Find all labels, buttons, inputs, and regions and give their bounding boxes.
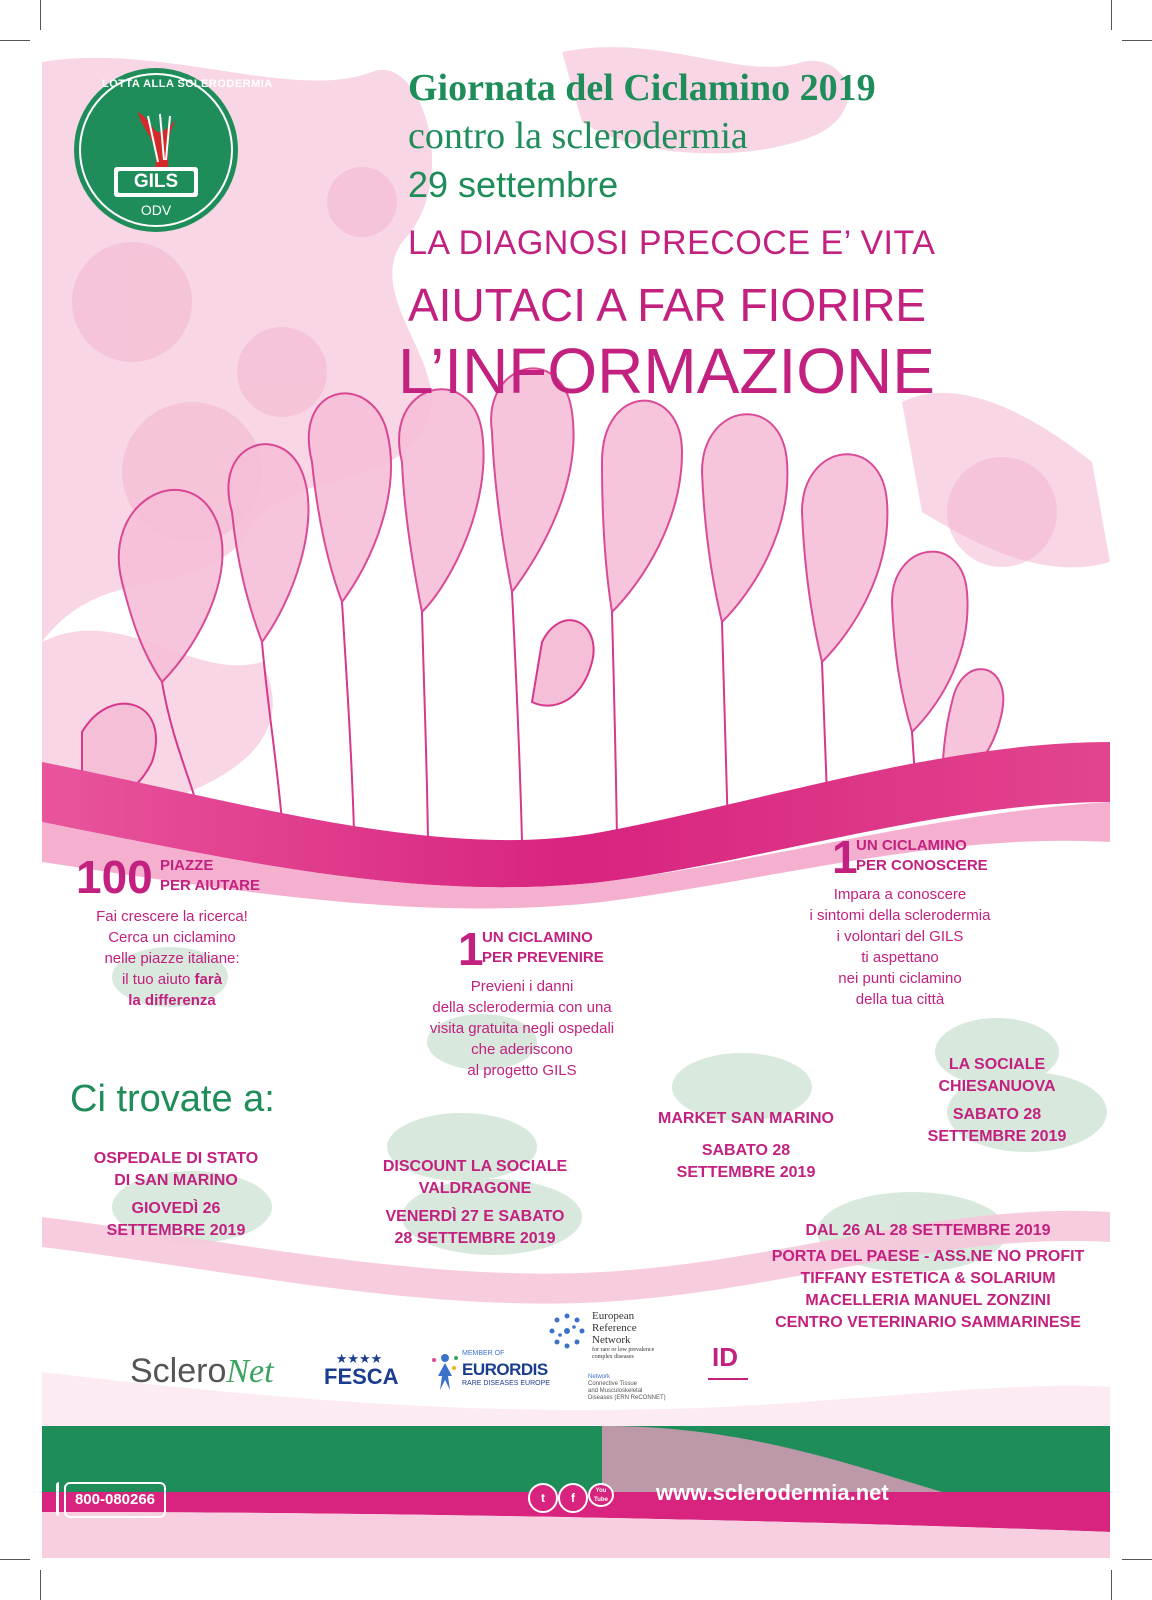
slogan-line-2: AIUTACI A FAR FIORIRE xyxy=(408,279,927,331)
venue-name: MARKET SAN MARINO xyxy=(658,1110,834,1127)
text-bold: farà xyxy=(194,971,223,988)
piazze-label-2: PER AIUTARE xyxy=(160,877,261,894)
logo-text: Connective Tissue xyxy=(588,1381,638,1387)
crop-mark xyxy=(1122,1559,1152,1560)
fesca-logo xyxy=(324,1351,399,1389)
facebook-icon[interactable]: f xyxy=(558,1483,588,1513)
crop-mark xyxy=(40,0,41,30)
text-line: i sintomi della sclerodermia xyxy=(809,907,991,924)
venue-market xyxy=(636,1108,856,1184)
crop-mark xyxy=(1111,0,1112,30)
youtube-icon[interactable]: You Tube xyxy=(588,1483,614,1507)
text-line: nelle piazze italiane: xyxy=(104,950,240,967)
text-line: i volontari del GILS xyxy=(836,928,964,945)
ern-network xyxy=(588,1374,666,1402)
venue-date: SABATO 28 xyxy=(952,1106,1042,1123)
logo-text: EURORDIS xyxy=(462,1360,548,1379)
page-subtitle: contro la sclerodermia xyxy=(408,115,748,157)
crop-mark xyxy=(40,1570,41,1600)
crop-mark xyxy=(1122,40,1152,41)
text-line: visita gratuita negli ospedali xyxy=(429,1020,615,1037)
crop-mark xyxy=(0,40,30,41)
venue-date: SABATO 28 xyxy=(701,1142,791,1159)
logo-name: GILS xyxy=(133,171,179,192)
page-title: Giornata del Ciclamino 2019 xyxy=(408,67,876,109)
stars-icon: ★★★★ xyxy=(335,1351,383,1366)
conoscere-text xyxy=(770,884,1030,1010)
piazze-label-1: PIAZZE xyxy=(160,857,214,874)
venue-ospedale xyxy=(76,1148,276,1242)
scleronet-logo xyxy=(130,1352,274,1391)
text-line: nei punti ciclamino xyxy=(838,970,962,987)
logo-text: FESCA xyxy=(324,1364,399,1389)
conoscere-number: 1 xyxy=(832,831,858,883)
prevenire-label-2: PER PREVENIRE xyxy=(482,949,604,966)
id-logo xyxy=(708,1338,758,1384)
venue-name: CHIESANUOVA xyxy=(938,1078,1056,1095)
text-line: Cerca un ciclamino xyxy=(108,929,236,946)
venue-multi xyxy=(758,1220,1098,1334)
venue-name: TIFFANY ESTETICA & SOLARIUM xyxy=(800,1270,1056,1287)
text-line: Impara a conoscere xyxy=(833,886,967,903)
venue-name: VALDRAGONE xyxy=(418,1180,532,1197)
venue-date: DAL 26 AL 28 SETTEMBRE 2019 xyxy=(805,1222,1051,1239)
network-icon xyxy=(548,1312,586,1350)
venue-name: DISCOUNT LA SOCIALE xyxy=(382,1158,568,1175)
venue-name: MACELLERIA MANUEL ZONZINI xyxy=(805,1292,1051,1309)
conoscere-label-1: UN CICLAMINO xyxy=(856,837,967,854)
logo-text: Sclero xyxy=(130,1352,227,1390)
logo-text: for rare or low prevalence xyxy=(592,1347,655,1353)
logo-underline xyxy=(708,1378,748,1380)
locations-title: Ci trovate a: xyxy=(70,1078,275,1120)
logo-text: ID xyxy=(712,1342,738,1372)
text-line: Previeni i danni xyxy=(470,978,574,995)
crop-mark xyxy=(0,1559,30,1560)
venue-date: SETTEMBRE 2019 xyxy=(927,1128,1067,1145)
logo-text: Network xyxy=(588,1374,611,1380)
phone-icon xyxy=(56,1482,67,1516)
conoscere-label-2: PER CONOSCERE xyxy=(856,857,988,874)
piazze-text xyxy=(62,906,282,1011)
text-line xyxy=(62,969,282,990)
venue-date: GIOVEDÌ 26 xyxy=(131,1200,221,1217)
crop-mark xyxy=(1111,1570,1112,1600)
text-line: ti aspettano xyxy=(861,949,939,966)
venue-date: SETTEMBRE 2019 xyxy=(676,1164,816,1181)
venue-name: OSPEDALE DI STATO xyxy=(93,1150,259,1167)
slogan-line-1: LA DIAGNOSI PRECOCE E’ VITA xyxy=(408,224,936,262)
slogan-line-3: L’INFORMAZIONE xyxy=(398,335,935,407)
logo-text: Reference xyxy=(592,1322,637,1334)
logo-arc-text: LOTTA ALLA SCLERODERMIA xyxy=(102,78,273,90)
venue-date: VENERDÌ 27 E SABATO xyxy=(385,1208,565,1225)
prevenire-text xyxy=(402,976,642,1081)
person-icon xyxy=(430,1352,460,1392)
venue-name: PORTA DEL PAESE - ASS.NE NO PROFIT xyxy=(771,1248,1085,1265)
venue-chiesanuova xyxy=(912,1054,1082,1148)
logo-text: Diseases (ERN ReCONNET) xyxy=(588,1395,666,1401)
logo-text: European xyxy=(592,1310,635,1322)
venue-date: SETTEMBRE 2019 xyxy=(106,1222,246,1239)
text-line: che aderiscono xyxy=(471,1041,573,1058)
venue-discount xyxy=(360,1156,590,1250)
venue-name: CENTRO VETERINARIO SAMMARINESE xyxy=(775,1314,1081,1331)
venue-date: 28 SETTEMBRE 2019 xyxy=(394,1230,556,1247)
twitter-icon[interactable]: t xyxy=(528,1483,558,1513)
text-line: della sclerodermia con una xyxy=(432,999,612,1016)
prevenire-label-1: UN CICLAMINO xyxy=(482,929,593,946)
venue-name: DI SAN MARINO xyxy=(114,1172,238,1189)
phone-number[interactable] xyxy=(64,1482,166,1518)
text-line: al progetto GILS xyxy=(467,1062,577,1079)
ern-title xyxy=(592,1310,654,1361)
text-line: la differenza xyxy=(128,992,216,1009)
piazze-number: 100 xyxy=(76,851,153,903)
text-line: Fai crescere la ricerca! xyxy=(96,908,248,925)
logo-text: RARE DISEASES EUROPE xyxy=(462,1380,550,1387)
phone-text: 800-080266 xyxy=(74,1491,156,1508)
logo-suffix: ODV xyxy=(140,202,172,218)
text-line: della tua città xyxy=(855,991,945,1008)
logo-text: MEMBER OF xyxy=(462,1350,505,1357)
logo-text: complex diseases xyxy=(592,1354,634,1360)
poster xyxy=(42,42,1110,1558)
logo-text: Net xyxy=(226,1353,274,1390)
prevenire-number: 1 xyxy=(458,923,484,975)
logo-text: and Musculoskeletal xyxy=(588,1388,643,1394)
logo-text: Network xyxy=(592,1334,631,1346)
venue-name: LA SOCIALE xyxy=(948,1056,1046,1073)
website-link[interactable]: www.sclerodermia.net xyxy=(656,1480,889,1505)
event-date: 29 settembre xyxy=(408,164,619,205)
text-span: il tuo aiuto xyxy=(121,971,191,988)
